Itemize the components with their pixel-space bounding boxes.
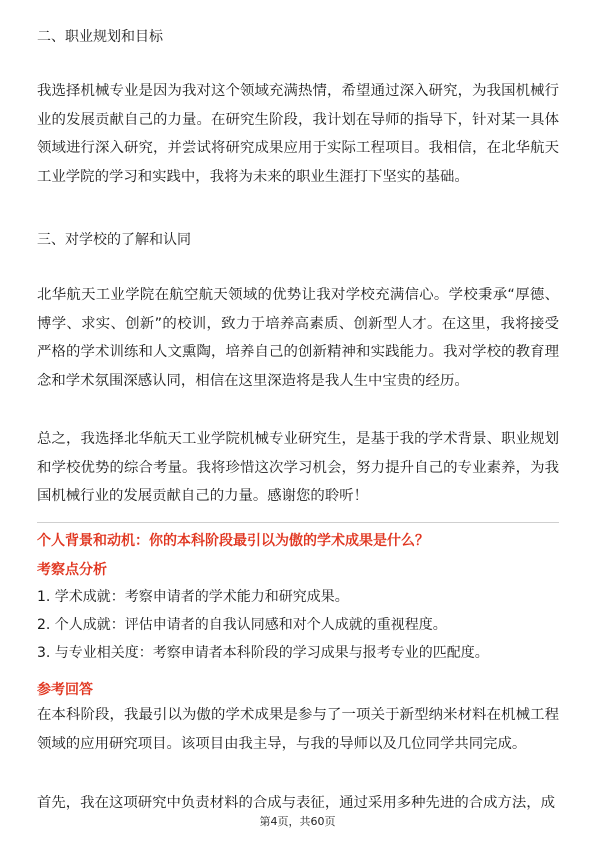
analysis-label: 考察点分析 — [37, 562, 107, 578]
school-paragraph: 北华航天工业学院在航空航天领域的优势让我对学校充满信心。学校秉承“厚德、博学、求实、创新”的校训，致力于培养高素质、创新型人才。在这里，我将接受严格的学术训练和人文熏陶，培养自己的创新精神和实践能力。我对学校的教育理念和学术氛围深感认同，相信在这里深造将是我人生中宝贵的经历。 — [37, 287, 559, 389]
analysis-point-2: 2. 个人成就：评估申请者的自我认同感和对个人成就的重视程度。 — [37, 617, 447, 633]
analysis-point-1: 1. 学术成就：考察申请者的学术能力和研究成果。 — [37, 589, 349, 605]
school-heading: 三、对学校的了解和认同 — [37, 232, 191, 248]
answer-label: 参考回答 — [37, 682, 93, 698]
answer-paragraph-2: 首先，我在这项研究中负责材料的合成与表征，通过采用多种先进的合成方法，成 — [37, 795, 556, 811]
career-heading: 二、职业规划和目标 — [37, 29, 163, 45]
career-paragraph: 我选择机械专业是因为我对这个领域充满热情，希望通过深入研究，为我国机械行业的发展贡献自己的力量。在研究生阶段，我计划在导师的指导下，针对某一具体领域进行深入研究，并尝试将研究成果应用于实际工程项目。我相信，在北华航天工业学院的学习和实践中，我将为未来的职业生涯打下坚实的基础。 — [37, 83, 559, 185]
answer-paragraph-1: 在本科阶段，我最引以为傲的学术成果是参与了一项关于新型纳米材料在机械工程领域的应用研究项目。该项目由我主导，与我的导师以及几位同学共同完成。 — [37, 707, 559, 752]
analysis-point-3: 3. 与专业相关度：考察申请者本科阶段的学习成果与报考专业的匹配度。 — [37, 645, 489, 661]
page-number-footer: 第4页，共60页 — [259, 815, 336, 828]
section-divider — [37, 522, 559, 523]
question-title: 个人背景和动机：你的本科阶段最引以为傲的学术成果是什么？ — [37, 533, 429, 549]
summary-paragraph: 总之，我选择北华航天工业学院机械专业研究生，是基于我的学术背景、职业规划和学校优势的综合考量。我将珍惜这次学习机会，努力提升自己的专业素养，为我国机械行业的发展贡献自己的力量。感谢您的聆听！ — [37, 431, 559, 504]
